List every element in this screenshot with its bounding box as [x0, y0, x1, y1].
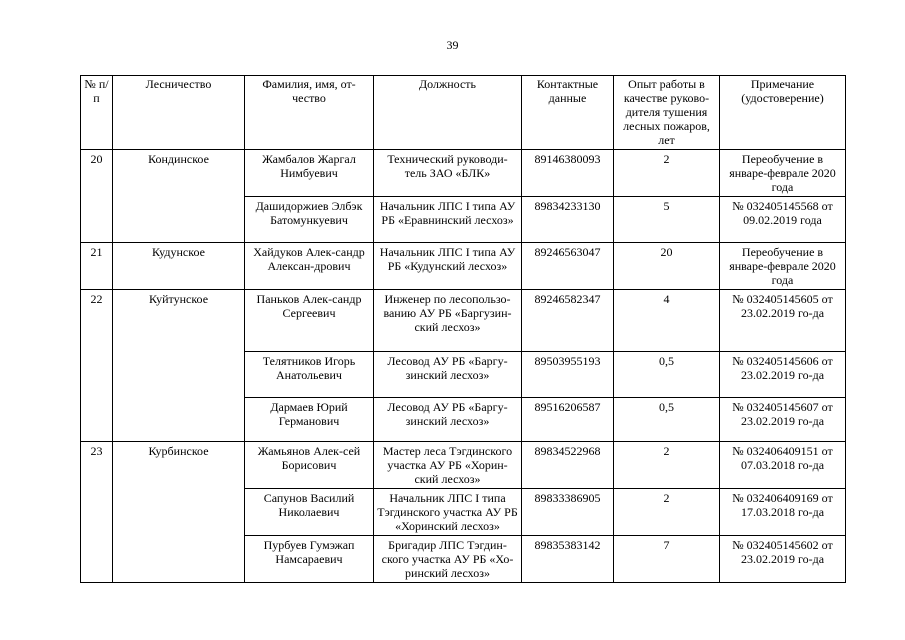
row-position: Мастер леса Тэгдинского участка АУ РБ «Хорин-ский лесхоз»: [374, 442, 522, 489]
row-experience: 7: [614, 536, 720, 583]
row-num: 23: [81, 442, 113, 583]
row-experience: 0,5: [614, 352, 720, 398]
row-contact: 89833386905: [522, 489, 614, 536]
row-forestry: Курбинское: [113, 442, 245, 583]
row-position: Инженер по лесопользо-ванию АУ РБ «Баргузин-ский лесхоз»: [374, 290, 522, 352]
row-contact: 89834522968: [522, 442, 614, 489]
table-row: [81, 243, 846, 290]
row-name: Жамьянов Алек-сей Борисович: [245, 442, 374, 489]
page-number: 39: [446, 38, 459, 52]
row-contact: 89503955193: [522, 352, 614, 398]
row-position: Технический руководи-тель ЗАО «БЛК»: [374, 150, 522, 197]
row-name: Сапунов Василий Николаевич: [245, 489, 374, 536]
row-note: № 032406409169 от 17.03.2018 го-да: [720, 489, 846, 536]
row-experience: 2: [614, 489, 720, 536]
row-name: Пурбуев Гумэжап Намсараевич: [245, 536, 374, 583]
header-note: Примечание (удостоверение): [720, 76, 846, 150]
row-position: Бригадир ЛПС Тэгдин-ского участка АУ РБ «Хо-ринский лесхоз»: [374, 536, 522, 583]
header-forestry: Лесничество: [113, 76, 245, 150]
row-name: Дармаев Юрий Германович: [245, 398, 374, 442]
row-experience: 2: [614, 150, 720, 197]
table-row: [81, 150, 846, 197]
table-row: [81, 290, 846, 352]
row-position: Начальник ЛПС I типа Тэгдинского участка АУ РБ «Хоринский лесхоз»: [374, 489, 522, 536]
row-contact: 89246563047: [522, 243, 614, 290]
forestry-staff-table: [80, 75, 846, 583]
row-experience: 0,5: [614, 398, 720, 442]
header-position: Должность: [374, 76, 522, 150]
row-name: Жамбалов Жаргал Нимбуевич: [245, 150, 374, 197]
row-note: № 032406409151 от 07.03.2018 го-да: [720, 442, 846, 489]
row-name: Телятников Игорь Анатольевич: [245, 352, 374, 398]
row-position: Лесовод АУ РБ «Баргу-зинский лесхоз»: [374, 352, 522, 398]
row-contact: 89146380093: [522, 150, 614, 197]
row-contact: 89246582347: [522, 290, 614, 352]
row-experience: 4: [614, 290, 720, 352]
row-position: Лесовод АУ РБ «Баргу-зинский лесхоз»: [374, 398, 522, 442]
row-experience: 2: [614, 442, 720, 489]
header-experience: Опыт работы в качестве руково-дителя тушения лесных пожаров, лет: [614, 76, 720, 150]
row-position: Начальник ЛПС I типа АУ РБ «Кудунский лесхоз»: [374, 243, 522, 290]
row-note: № 032405145568 от 09.02.2019 года: [720, 197, 846, 243]
row-num: 22: [81, 290, 113, 442]
header-contact: Контактные данные: [522, 76, 614, 150]
header-num: № п/п: [81, 76, 113, 150]
row-note: № 032405145607 от 23.02.2019 го-да: [720, 398, 846, 442]
row-position: Начальник ЛПС I типа АУ РБ «Еравнинский лесхоз»: [374, 197, 522, 243]
row-note: № 032405145602 от 23.02.2019 го-да: [720, 536, 846, 583]
row-note: № 032405145605 от 23.02.2019 го-да: [720, 290, 846, 352]
row-num: 20: [81, 150, 113, 243]
header-name: Фамилия, имя, от-чество: [245, 76, 374, 150]
row-note: Переобучение в январе-феврале 2020 года: [720, 150, 846, 197]
row-name: Дашидоржиев Элбэк Батомункуевич: [245, 197, 374, 243]
row-forestry: Кондинское: [113, 150, 245, 243]
row-experience: 5: [614, 197, 720, 243]
row-experience: 20: [614, 243, 720, 290]
row-num: 21: [81, 243, 113, 290]
row-contact: 89834233130: [522, 197, 614, 243]
row-note: № 032405145606 от 23.02.2019 го-да: [720, 352, 846, 398]
row-name: Хайдуков Алек-сандр Алексан-дрович: [245, 243, 374, 290]
table-row: [81, 442, 846, 489]
row-contact: 89835383142: [522, 536, 614, 583]
row-forestry: Куйтунское: [113, 290, 245, 442]
table-header-row: [81, 76, 846, 150]
row-name: Паньков Алек-сандр Сергеевич: [245, 290, 374, 352]
row-contact: 89516206587: [522, 398, 614, 442]
row-forestry: Кудунское: [113, 243, 245, 290]
row-note: Переобучение в январе-феврале 2020 года: [720, 243, 846, 290]
